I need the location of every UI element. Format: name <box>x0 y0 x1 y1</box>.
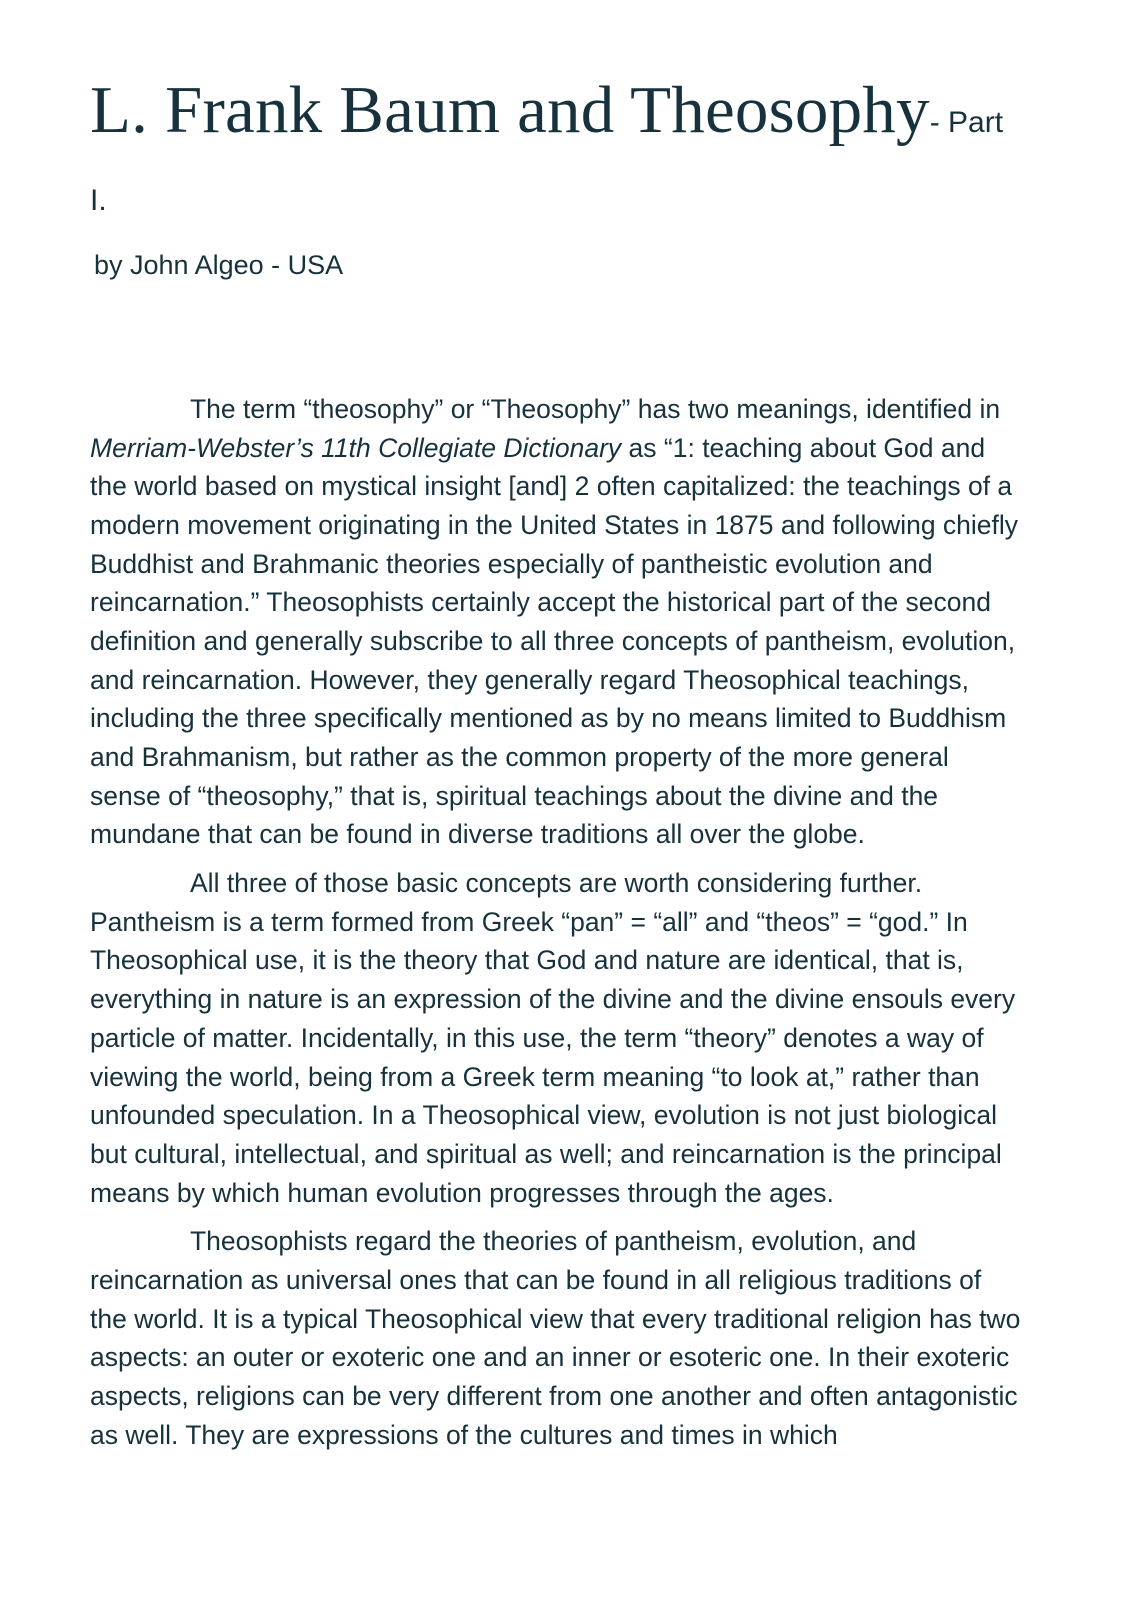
paragraph: Theosophists regard the theories of pantheism, evolution, and reincarnation as universal ones that can be found in all religious traditions of the world. It is a typical Theosophical view that every traditional religion has two aspects: an outer or exoteric one and an inner or esoteric one. In their exoteric aspects, religions can be very different from one another and often antagonistic as well. They are expressions of the cultures and times in which <box>90 1226 1021 1450</box>
page-title-main: L. Frank Baum and Theosophy <box>90 73 930 147</box>
article-body <box>90 390 1024 1455</box>
page-title-part: - Part I. <box>90 106 1004 217</box>
paragraph: All three of those basic concepts are worth considering further. Pantheism is a term formed from Greek “pan” = “all” and “theos” = “god.” In Theosophical use, it is the theory that God and nature are identical, that is, everything in nature is an expression of the divine and the divine ensouls every particle of matter. Incidentally, in this use, the term “theory” denotes a way of viewing the world, being from a Greek term meaning “to look at,” rather than unfounded speculation. In a Theosophical view, evolution is not just biological but cultural, intellectual, and spiritual as well; and reincarnation is the principal means by which human evolution progresses through the ages. <box>90 868 1016 1208</box>
byline: by John Algeo - USA <box>94 250 344 281</box>
paragraph: The term “theosophy” or “Theosophy” has two meanings, identified in Merriam-Webster’s 11th Collegiate Dictionary as “1: teaching about God and the world based on mystical insight [and] 2 often capitalized: the teachings of a modern movement originating in the United States in 1875 and following chiefly Buddhist and Brahmanic theories especially of pantheistic evolution and reincarnation.” Theosophists certainly accept the historical part of the second definition and generally subscribe to all three concepts of pantheism, evolution, and reincarnation. However, they generally regard Theosophical teachings, including the three specifically mentioned as by no means limited to Buddhism and Brahmanism, but rather as the common property of the more general sense of “theosophy,” that is, spiritual teachings about the divine and the mundane that can be found in diverse traditions all over the globe. <box>90 393 1019 850</box>
italic-run: Merriam-Webster’s 11th Collegiate Dictionary <box>90 432 622 463</box>
title-block <box>90 72 1024 282</box>
page-title <box>90 72 1024 227</box>
